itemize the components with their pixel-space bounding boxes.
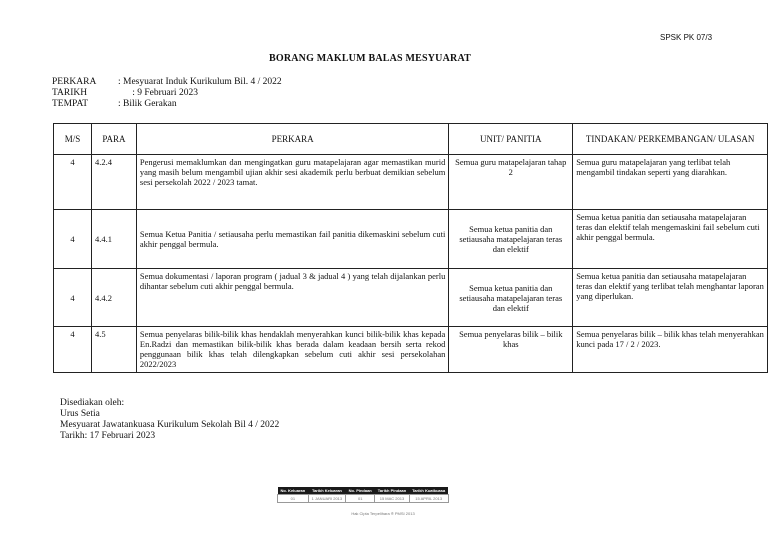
meta-value: : Bilik Gerakan: [118, 99, 177, 109]
copyright-notice: Hak Cipta Terpelihara ® PMSI 2013: [351, 511, 415, 516]
meta-label: TARIKH: [52, 88, 88, 98]
record-value: 01: [278, 495, 309, 503]
record-value: 1 JANUARI 2013: [308, 495, 345, 503]
cell-unit: Semua ketua panitia dan setiausaha matapelajaran teras dan elektif: [449, 210, 573, 269]
record-value-row: [278, 495, 449, 503]
record-header-row: [278, 487, 449, 495]
record-value: 15 APRIL 2013: [409, 495, 448, 503]
cell-ms: 4: [54, 327, 92, 373]
cell-para: 4.4.1: [91, 210, 136, 269]
cell-perkara: Semua penyelaras bilik-bilik khas hendaklah menyerahkan kunci bilik-bilik khas kepada En.Radzi dan memastikan bilik-bilik khas berada dalam keadaan bersih serta rekod penggunaan bilik khas telah dilengkapkan sebelum cuti akhir sesi persekolahan 2022/2023: [136, 327, 448, 373]
cell-para: 4.5: [91, 327, 136, 373]
prepared-by-label: Disediakan oleh:: [60, 398, 125, 408]
record-header: Tarikh Keluaran: [308, 487, 345, 495]
cell-tindakan: Semua ketua panitia dan setiausaha matapelajaran teras dan elektif yang terlibat telah menghantar laporan yang diperlukan.: [573, 269, 768, 327]
meta-value: : 9 Februari 2023: [118, 88, 198, 98]
record-value: 01: [346, 495, 375, 503]
record-header: No. Keluaran: [278, 487, 309, 495]
record-header: Tarikh Pindaan: [375, 487, 409, 495]
cell-ms: 4: [54, 269, 92, 327]
cell-para: 4.2.4: [91, 155, 136, 210]
cell-tindakan: Semua ketua panitia dan setiausaha matapelajaran teras dan elektif telah mengemaskini fail sebelum cuti akhir penggal bermula.: [573, 210, 768, 269]
header-perkara: PERKARA: [136, 124, 448, 155]
meta-label: TEMPAT: [52, 99, 89, 109]
prepared-by-role: Urus Setia: [60, 409, 100, 419]
meta-label: PERKARA: [52, 77, 97, 87]
meta-perkara: [52, 77, 282, 88]
meta-tarikh: [52, 88, 198, 99]
cell-ms: 4: [54, 155, 92, 210]
table-row: [54, 210, 768, 269]
cell-unit: Semua penyelaras bilik – bilik khas: [449, 327, 573, 373]
cell-perkara: Semua Ketua Panitia / setiausaha perlu memastikan fail panitia dikemaskini sebelum cuti akhir penggal bermula.: [136, 210, 448, 269]
header-tindakan: TINDAKAN/ PERKEMBANGAN/ ULASAN: [573, 124, 768, 155]
document-record-table: [277, 487, 449, 503]
cell-unit: Semua guru matapelajaran tahap 2: [449, 155, 573, 210]
header-para: PARA: [91, 124, 136, 155]
cell-tindakan: Semua guru matapelajaran yang terlibat telah mengambil tindakan seperti yang diarahkan.: [573, 155, 768, 210]
document-title: BORANG MAKLUM BALAS MESYUARAT: [268, 53, 471, 64]
cell-perkara: Pengerusi memaklumkan dan mengingatkan guru matapelajaran agar memastikan murid yang masih belum mengambil ujian akhir sesi akademik perlu berbuat demikian sebelum sesi persekolah 2022 / 2023 tamat.: [136, 155, 448, 210]
cell-ms: 4: [54, 210, 92, 269]
table-header-row: [54, 124, 768, 155]
cell-perkara: Semua dokumentasi / laporan program ( jadual 3 & jadual 4 ) yang telah dijalankan perlu dihantar sebelum cuti akhir penggal bermula.: [136, 269, 448, 327]
record-header: No. Pindaan: [346, 487, 375, 495]
table-row: [54, 155, 768, 210]
cell-para: 4.4.2: [91, 269, 136, 327]
header-unit: UNIT/ PANITIA: [449, 124, 573, 155]
table-row: [54, 327, 768, 373]
feedback-table: [53, 123, 768, 373]
document-code: SPSK PK 07/3: [660, 33, 713, 42]
record-value: 15 MAC 2013: [375, 495, 409, 503]
meta-value: : Mesyuarat Induk Kurikulum Bil. 4 / 2022: [118, 77, 282, 87]
prepared-by-meeting: Mesyuarat Jawatankuasa Kurikulum Sekolah Bil 4 / 2022: [60, 420, 280, 430]
prepared-by-block: [60, 398, 279, 442]
meta-tempat: [52, 99, 177, 110]
record-header: Tarikh Kuatkuasa: [409, 487, 448, 495]
table-row: [54, 269, 768, 327]
prepared-by-date: Tarikh: 17 Februari 2023: [60, 431, 156, 441]
header-ms: M/S: [54, 124, 92, 155]
cell-tindakan: Semua penyelaras bilik – bilik khas telah menyerahkan kunci pada 17 / 2 / 2023.: [573, 327, 768, 373]
cell-unit: Semua ketua panitia dan setiausaha matapelajaran teras dan elektif: [449, 269, 573, 327]
